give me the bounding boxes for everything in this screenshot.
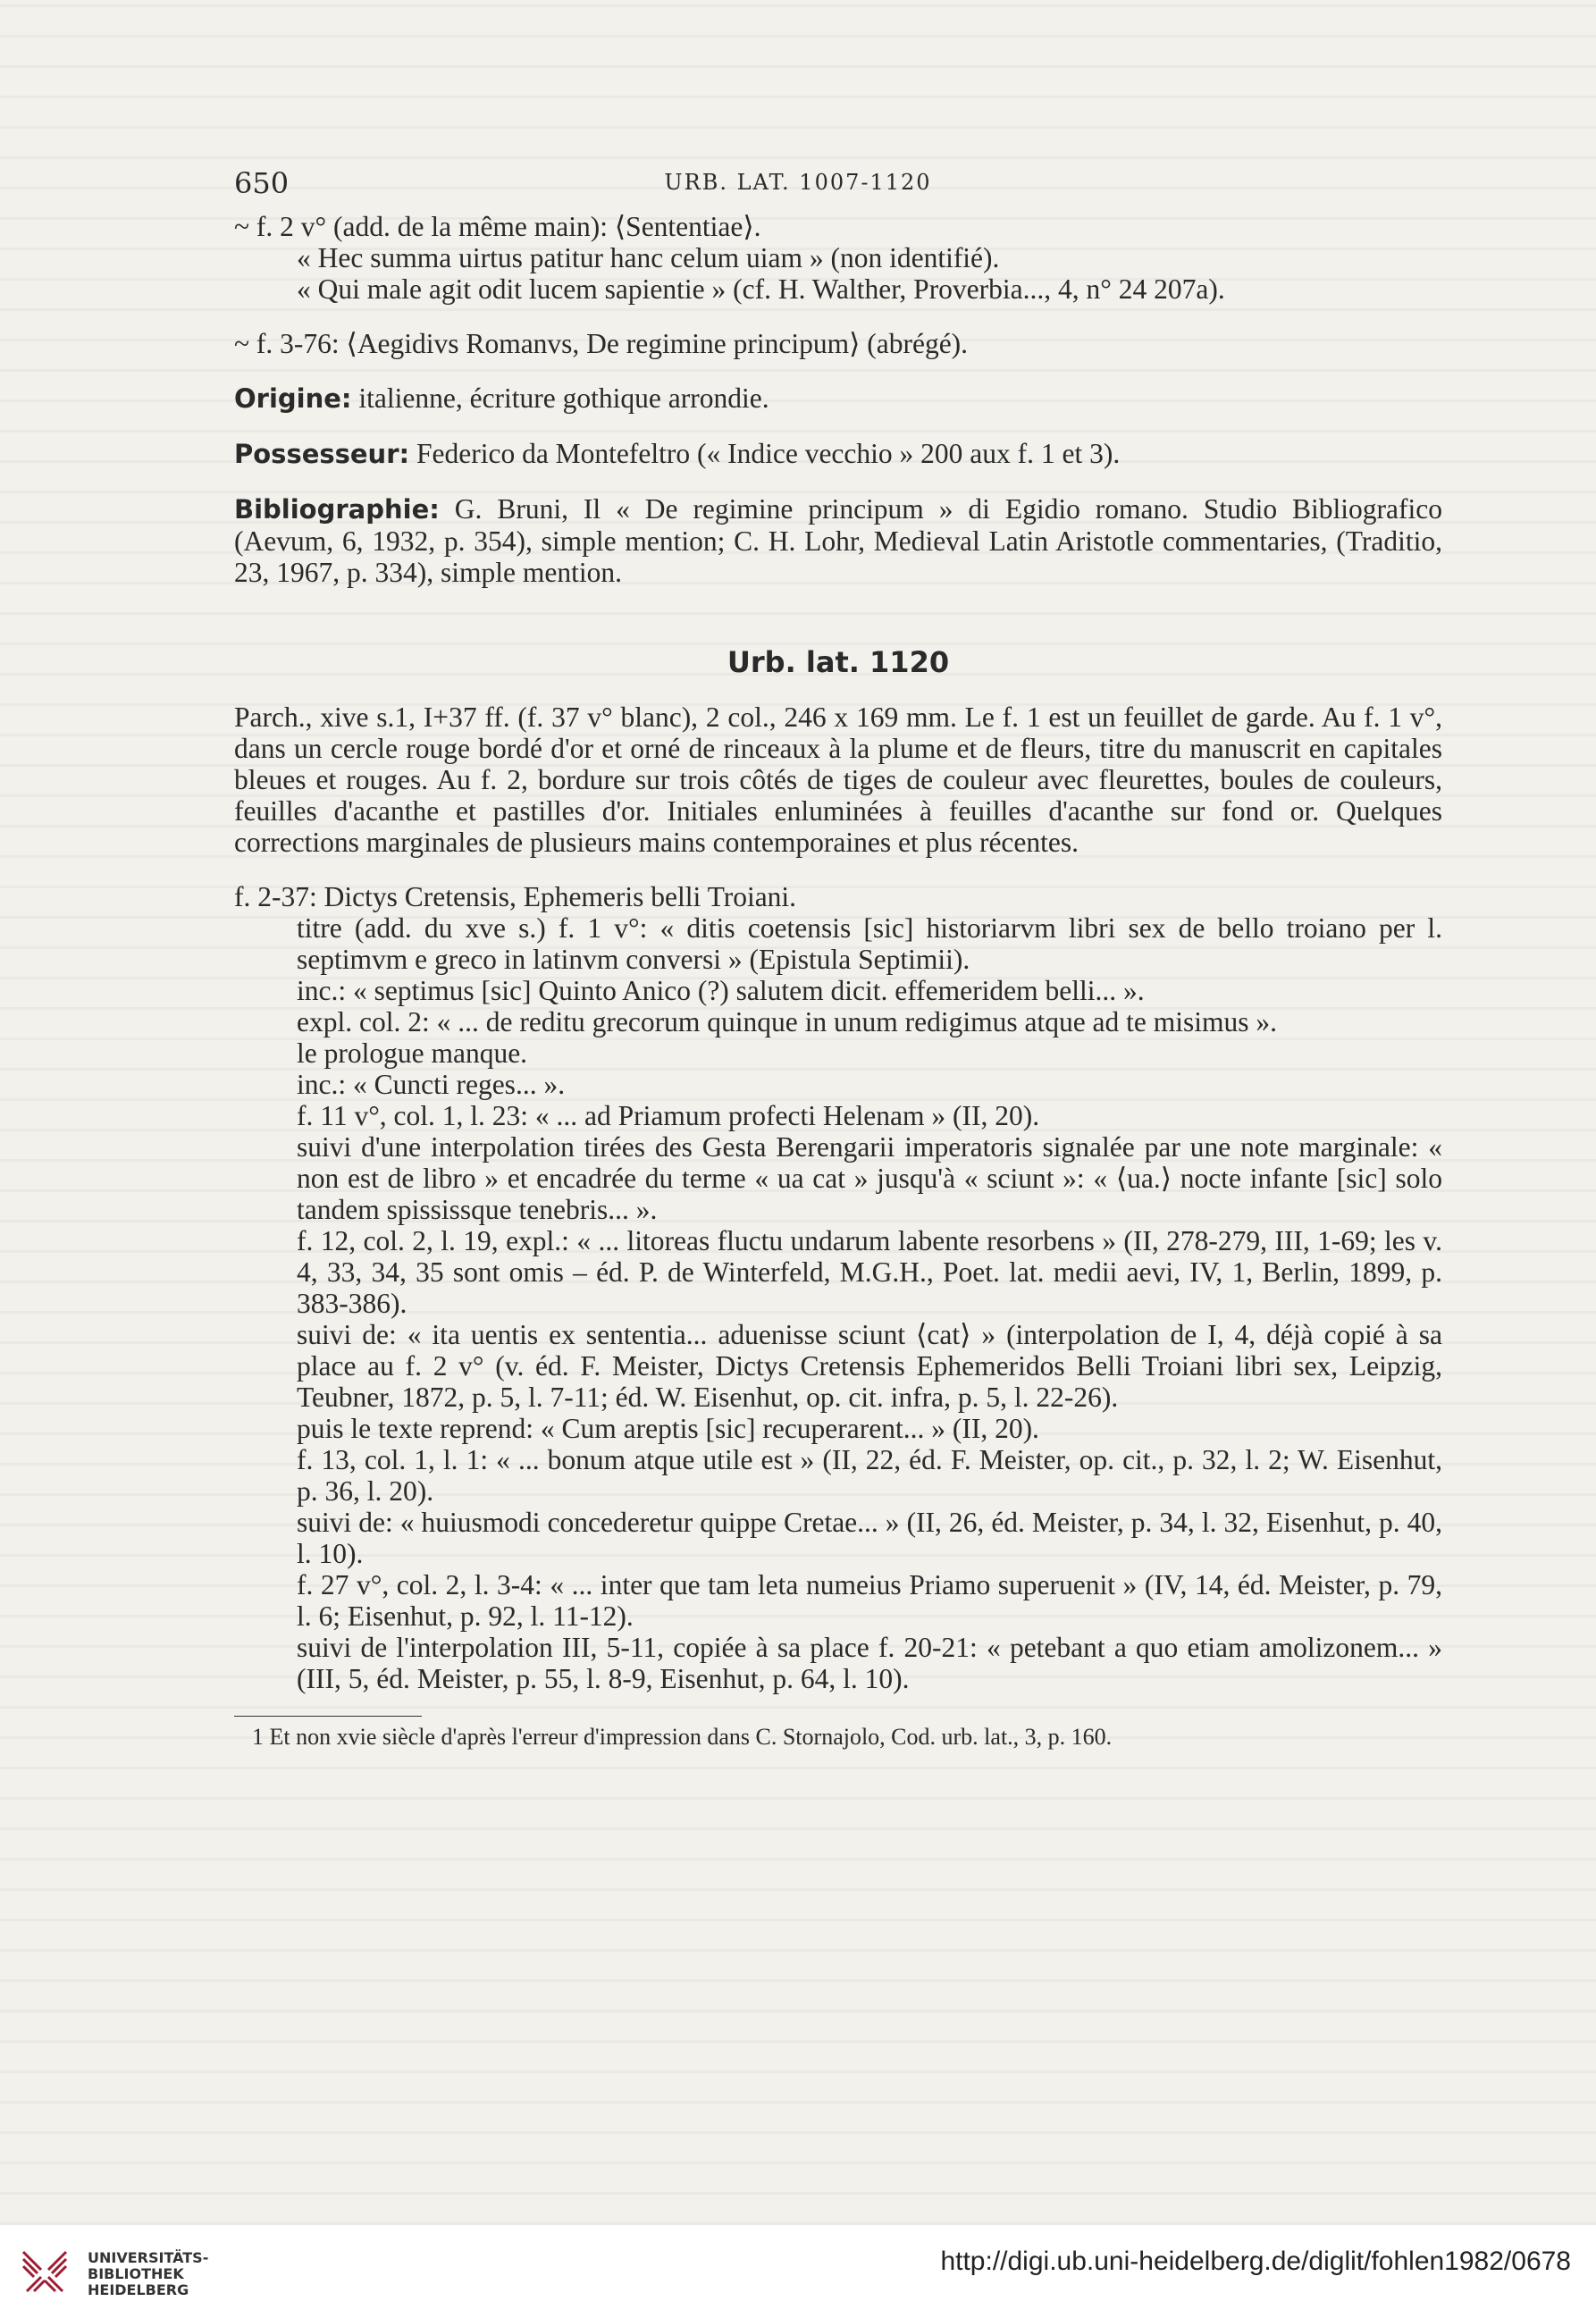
contents-item: f. 12, col. 2, l. 19, expl.: « ... litoreas fluctu undarum labente resorbens » (II, 278-279, III, 1-69; les v. 4, 33, 34, 35 sont omis – éd. P. de Winterfeld, M.G.H., Poet. lat. medii aevi, IV, 1, Berlin, 1899, p. 383-386).: [297, 1225, 1442, 1319]
contents-item: le prologue manque.: [297, 1037, 528, 1069]
library-name: [88, 2250, 208, 2298]
bibliographie-paragraph: [234, 493, 1442, 588]
spacer: [234, 415, 1442, 438]
origine-label: Origine:: [234, 383, 352, 414]
entry-quote-2: « Qui male agit odit lucem sapientie » (cf. H. Walther, Proverbia..., 4, n° 24 207a).: [297, 273, 1225, 305]
entry-quote-1: « Hec summa uirtus patitur hanc celum uiam » (non identifié).: [297, 242, 1000, 273]
library-logo-icon: [20, 2245, 70, 2295]
spacer: [234, 858, 1442, 881]
contents-item: suivi d'une interpolation tirées des Gesta Berengarii imperatoris signalée par une note marginale: « non est de libro » et encadrée du terme « ua cat » jusqu'à « sciunt »: « ⟨ua.⟩ nocte infante [sic] solo tandem spississque tenebris... ».: [297, 1131, 1442, 1225]
spacer: [234, 470, 1442, 493]
contents-head: f. 2-37: Dictys Cretensis, Ephemeris belli Troiani.: [234, 881, 797, 912]
contents-item: suivi de: « ita uentis ex sententia... aduenisse sciunt ⟨cat⟩ » (interpolation de I, 4, déjà copié à sa place au f. 2 v° (v. éd. F. Meister, Dictys Cretensis Ephemeridos Belli Troiani libri sex, Leipzig, Teubner, 1872, p. 5, l. 7-11; éd. W. Eisenhut, op. cit. infra, p. 5, l. 22-26).: [297, 1319, 1442, 1413]
permalink-url[interactable]: http://digi.ub.uni-heidelberg.de/diglit/fohlen1982/0678: [940, 2247, 1571, 2276]
contents-list: [234, 912, 1442, 1694]
contents-item: inc.: « Cuncti reges... ».: [297, 1069, 566, 1100]
spacer: [234, 678, 1442, 701]
contents-item: f. 13, col. 1, l. 1: « ... bonum atque utile est » (II, 22, éd. F. Meister, op. cit., p. 32, l. 2; W. Eisenhut, p. 36, l. 20).: [297, 1444, 1442, 1507]
spacer: [234, 624, 1442, 647]
bibliographie-text: G. Bruni, Il « De regimine principum » di Egidio romano. Studio Bibliografico (Aevum, 6, 1932, p. 354), simple mention; C. H. Lohr, Medieval Latin Aristotle commentaries, (Traditio, 23, 1967, p. 334), simple mention.: [234, 493, 1442, 588]
contents-item: suivi de: « huiusmodi concederetur quippe Cretae... » (II, 26, éd. Meister, p. 34, l. 32, Eisenhut, p. 40, l. 10).: [297, 1507, 1442, 1569]
library-name-line: UNIVERSITÄTS-: [88, 2249, 209, 2266]
manuscript-description: Parch., xive s.1, I+37 ff. (f. 37 v° blanc), 2 col., 246 x 169 mm. Le f. 1 est un feuillet de garde. Au f. 1 v°, dans un cercle rouge bordé d'or et orné de rinceaux à la plume et de fleurs, titre du manuscrit en capitales bleues et rouges. Au f. 2, bordure sur trois côtés de tiges de couleur avec fleurettes, boules de couleurs, feuilles d'acanthe et pastilles d'or. Initiales enluminées à feuilles d'acanthe sur fond or. Quelques corrections marginales de plusieurs mains contemporaines et plus récentes.: [234, 701, 1442, 858]
running-header: [0, 166, 1596, 202]
running-title: URB. LAT. 1007-1120: [664, 170, 932, 195]
contents-item: f. 27 v°, col. 2, l. 3-4: « ... inter que tam leta numeius Priamo superuenit » (IV, 14, éd. Meister, p. 79, l. 6; Eisenhut, p. 92, l. 11-12).: [297, 1569, 1442, 1632]
origine-text: italienne, écriture gothique arrondie.: [358, 382, 769, 414]
entry-sententiae: ~ f. 2 v° (add. de la même main): ⟨Sententiae⟩.: [234, 211, 761, 242]
contents-item: suivi de l'interpolation III, 5-11, copiée à sa place f. 20-21: « petebant a quo etiam amolizonem... » (III, 5, éd. Meister, p. 55, l. 8-9, Eisenhut, p. 64, l. 10).: [297, 1632, 1442, 1694]
spacer: [234, 588, 1442, 624]
contents-item: inc.: « septimus [sic] Quinto Anico (?) salutem dicit. effemeridem belli... ».: [297, 975, 1145, 1006]
spacer: [234, 305, 1442, 328]
viewer-footer: [0, 2225, 1596, 2310]
footnote: 1 Et non xvie siècle d'après l'erreur d'impression dans C. Stornajolo, Cod. urb. lat., 3, p. 160.: [252, 1724, 1113, 1750]
contents-item: titre (add. du xve s.) f. 1 v°: « ditis coetensis [sic] historiarvm libri sex de bello troiano per l. septimvm e greco in latinvm conversi » (Epistula Septimii).: [297, 912, 1442, 975]
footnote-rule: [234, 1716, 422, 1717]
entry-aegidius: ~ f. 3-76: ⟨Aegidivs Romanvs, De regimine principum⟩ (abrégé).: [234, 328, 969, 359]
possesseur-paragraph: [234, 438, 1442, 470]
contents-item: puis le texte reprend: « Cum areptis [sic] recuperarent... » (II, 20).: [297, 1413, 1039, 1444]
bibliographie-label: Bibliographie:: [234, 494, 440, 525]
origine-paragraph: [234, 382, 1442, 415]
contents-item: f. 11 v°, col. 1, l. 23: « ... ad Priamum profecti Helenam » (II, 20).: [297, 1100, 1040, 1131]
spacer: [234, 359, 1442, 382]
page-number: 650: [234, 166, 290, 200]
possesseur-text: Federico da Montefeltro (« Indice vecchio » 200 aux f. 1 et 3).: [416, 438, 1121, 469]
library-name-line: HEIDELBERG: [88, 2281, 189, 2298]
library-name-line: BIBLIOTHEK: [88, 2265, 184, 2282]
page-body: [234, 211, 1442, 1751]
contents-item: expl. col. 2: « ... de reditu grecorum quinque in unum redigimus atque ad te misimus ».: [297, 1006, 1278, 1037]
section-heading: Urb. lat. 1120: [727, 645, 950, 679]
possesseur-label: Possesseur:: [234, 439, 410, 469]
